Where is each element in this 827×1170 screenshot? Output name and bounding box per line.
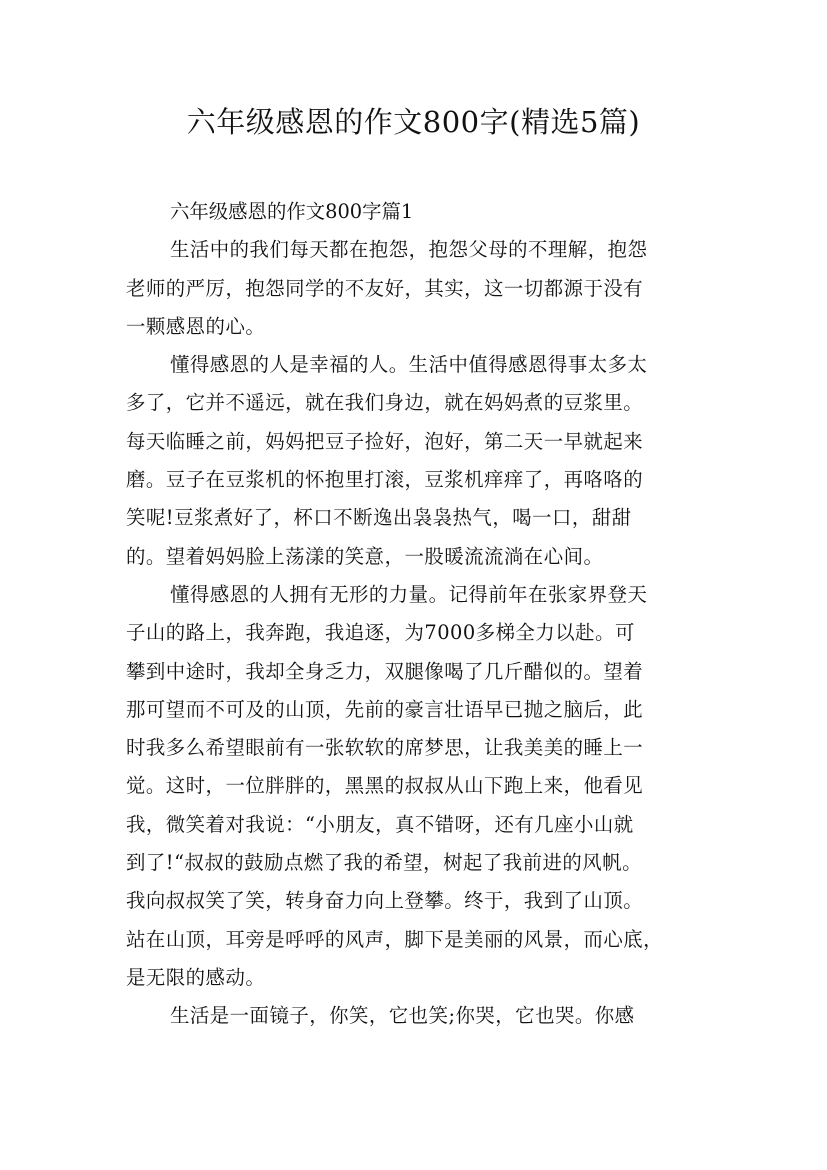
text-line: 每天临睡之前，妈妈把豆子捡好，泡好，第二天一早就起来 xyxy=(126,429,644,453)
text-line: 磨。豆子在豆浆机的怀抱里打滚，豆浆机痒痒了，再咯咯的 xyxy=(126,468,644,492)
text-line: 生活中的我们每天都在抱怨，抱怨父母的不理解，抱怨 xyxy=(170,238,648,262)
text-line: 懂得感恩的人拥有无形的力量。记得前年在张家界登天 xyxy=(170,582,648,606)
text-line: 是无限的感动。 xyxy=(126,965,266,989)
text-line: 生活是一面镜子，你笑，它也笑;你哭，它也哭。你感 xyxy=(170,1004,635,1028)
text-line: 我向叔叔笑了笑，转身奋力向上登攀。终于，我到了山顶。 xyxy=(126,889,644,913)
text-line: 那可望而不可及的山顶，先前的豪言壮语早已抛之脑后，此 xyxy=(126,697,644,721)
text-line: 站在山顶，耳旁是呼呼的风声，脚下是美丽的风景，而心底， xyxy=(126,927,664,951)
paragraph xyxy=(126,346,706,576)
document-body xyxy=(126,193,706,1036)
text-line: 老师的严厉，抱怨同学的不友好，其实，这一切都源于没有 xyxy=(126,276,644,300)
text-line: 觉。这时，一位胖胖的，黑黑的叔叔从山下跑上来，他看见 xyxy=(126,774,644,798)
text-line: 子山的路上，我奔跑，我追逐，为7000多梯全力以赴。可 xyxy=(126,621,635,645)
text-line: 攀到中途时，我却全身乏力，双腿像喝了几斤醋似的。望着 xyxy=(126,659,644,683)
text-line: 的。望着妈妈脸上荡漾的笑意，一股暖流流淌在心间。 xyxy=(126,544,604,568)
text-line: 笑呢!豆浆煮好了，杯口不断逸出袅袅热气，喝一口，甜甜 xyxy=(126,506,632,530)
text-line: 时我多么希望眼前有一张软软的席梦思，让我美美的睡上一 xyxy=(126,736,644,760)
document-title: 六年级感恩的作文800字(精选5篇) xyxy=(186,105,641,139)
text-line: 到了!“叔叔的鼓励点燃了我的希望，树起了我前进的风帆。 xyxy=(126,851,642,875)
text-line: 懂得感恩的人是幸福的人。生活中值得感恩得事太多太 xyxy=(170,353,648,377)
section-heading: 六年级感恩的作文800字篇1 xyxy=(170,200,414,223)
text-line: 我，微笑着对我说：“小朋友，真不错呀，还有几座小山就 xyxy=(126,812,634,836)
text-line: 多了，它并不遥远，就在我们身边，就在妈妈煮的豆浆里。 xyxy=(126,391,644,415)
paragraph xyxy=(126,576,706,997)
text-line: 一颗感恩的心。 xyxy=(126,314,266,338)
paragraph xyxy=(126,997,706,1035)
paragraph xyxy=(126,231,706,346)
